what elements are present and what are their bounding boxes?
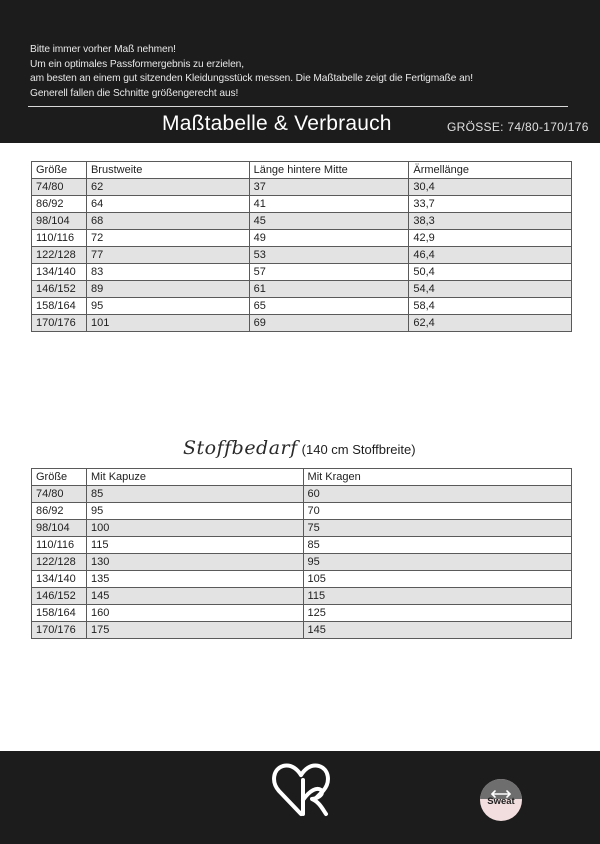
table-cell: 42,9 xyxy=(409,230,572,247)
column-header: Mit Kapuze xyxy=(86,469,303,486)
header-divider xyxy=(28,106,568,107)
table-cell: 95 xyxy=(303,554,571,571)
intro-line: Generell fallen die Schnitte größengerecht aus! xyxy=(30,87,239,99)
table-row xyxy=(32,264,572,281)
table-cell: 170/176 xyxy=(32,315,87,332)
table-cell: 100 xyxy=(86,520,303,537)
table-cell: 83 xyxy=(86,264,249,281)
table-cell: 57 xyxy=(249,264,409,281)
page-title: Maßtabelle & Verbrauch xyxy=(162,112,392,135)
table-cell: 122/128 xyxy=(32,247,87,264)
table-cell: 89 xyxy=(86,281,249,298)
table-cell: 175 xyxy=(86,622,303,639)
table-cell: 30,4 xyxy=(409,179,572,196)
table-cell: 145 xyxy=(303,622,571,639)
table-cell: 86/92 xyxy=(32,503,87,520)
table-cell: 98/104 xyxy=(32,213,87,230)
intro-line: am besten an einem gut sitzenden Kleidungsstück messen. Die Maßtabelle zeigt die Fertigmaße an! xyxy=(30,73,473,84)
heart-k-logo-icon xyxy=(270,760,332,823)
table-cell: 125 xyxy=(303,605,571,622)
table-row xyxy=(32,588,572,605)
table-cell: 158/164 xyxy=(32,298,87,315)
intro-line: Um ein optimales Passformergebnis zu erzielen, xyxy=(30,58,244,70)
table-cell: 170/176 xyxy=(32,622,87,639)
table-cell: 95 xyxy=(86,298,249,315)
table-cell: 74/80 xyxy=(32,486,87,503)
table-cell: 86/92 xyxy=(32,196,87,213)
column-header: Größe xyxy=(32,469,87,486)
table-row xyxy=(32,179,572,196)
table-cell: 38,3 xyxy=(409,213,572,230)
table-cell: 70 xyxy=(303,503,571,520)
column-header: Mit Kragen xyxy=(303,469,571,486)
table-cell: 46,4 xyxy=(409,247,572,264)
table-cell: 135 xyxy=(86,571,303,588)
table-cell: 61 xyxy=(249,281,409,298)
intro-text xyxy=(30,43,570,101)
table-cell: 45 xyxy=(249,213,409,230)
table-header-row xyxy=(32,469,572,486)
table-cell: 110/116 xyxy=(32,537,87,554)
table-cell: 146/152 xyxy=(32,588,87,605)
table-cell: 72 xyxy=(86,230,249,247)
size-range: GRÖSSE: 74/80-170/176 xyxy=(447,120,589,134)
table-cell: 68 xyxy=(86,213,249,230)
table-cell: 85 xyxy=(86,486,303,503)
fabric-heading-script: Stoffbedarf xyxy=(183,437,298,459)
table-cell: 65 xyxy=(249,298,409,315)
fabric-heading xyxy=(183,437,416,459)
table-row xyxy=(32,196,572,213)
table-row xyxy=(32,247,572,264)
table-row xyxy=(32,486,572,503)
table-cell: 160 xyxy=(86,605,303,622)
table-row xyxy=(32,298,572,315)
table-cell: 145 xyxy=(86,588,303,605)
table-row xyxy=(32,554,572,571)
table-cell: 62 xyxy=(86,179,249,196)
table-cell: 115 xyxy=(303,588,571,605)
measure-table xyxy=(31,161,572,332)
table-cell: 95 xyxy=(86,503,303,520)
column-header: Länge hintere Mitte xyxy=(249,162,409,179)
table-cell: 49 xyxy=(249,230,409,247)
table-cell: 110/116 xyxy=(32,230,87,247)
column-header: Größe xyxy=(32,162,87,179)
table-cell: 134/140 xyxy=(32,571,87,588)
table-cell: 130 xyxy=(86,554,303,571)
table-cell: 158/164 xyxy=(32,605,87,622)
table-cell: 134/140 xyxy=(32,264,87,281)
table-row xyxy=(32,605,572,622)
table-cell: 53 xyxy=(249,247,409,264)
column-header: Brustweite xyxy=(86,162,249,179)
table-cell: 69 xyxy=(249,315,409,332)
table-cell: 115 xyxy=(86,537,303,554)
table-row xyxy=(32,571,572,588)
table-cell: 105 xyxy=(303,571,571,588)
table-cell: 41 xyxy=(249,196,409,213)
table-cell: 77 xyxy=(86,247,249,264)
table-row xyxy=(32,213,572,230)
table-row xyxy=(32,622,572,639)
fabric-table xyxy=(31,468,572,639)
table-cell: 98/104 xyxy=(32,520,87,537)
table-cell: 85 xyxy=(303,537,571,554)
table-row xyxy=(32,315,572,332)
table-cell: 74/80 xyxy=(32,179,87,196)
table-cell: 64 xyxy=(86,196,249,213)
table-cell: 37 xyxy=(249,179,409,196)
table-cell: 58,4 xyxy=(409,298,572,315)
table-cell: 122/128 xyxy=(32,554,87,571)
table-row xyxy=(32,503,572,520)
table-cell: 50,4 xyxy=(409,264,572,281)
table-row xyxy=(32,230,572,247)
table-cell: 146/152 xyxy=(32,281,87,298)
intro-line: Bitte immer vorher Maß nehmen! xyxy=(30,44,176,55)
column-header: Ärmellänge xyxy=(409,162,572,179)
table-cell: 60 xyxy=(303,486,571,503)
table-cell: 101 xyxy=(86,315,249,332)
table-row xyxy=(32,520,572,537)
table-row xyxy=(32,281,572,298)
fabric-width-note: (140 cm Stoffbreite) xyxy=(301,442,416,457)
sweat-badge xyxy=(480,779,522,821)
table-row xyxy=(32,537,572,554)
table-cell: 75 xyxy=(303,520,571,537)
badge-label: Sweat xyxy=(487,796,515,807)
table-cell: 54,4 xyxy=(409,281,572,298)
table-header-row xyxy=(32,162,572,179)
table-cell: 33,7 xyxy=(409,196,572,213)
table-cell: 62,4 xyxy=(409,315,572,332)
